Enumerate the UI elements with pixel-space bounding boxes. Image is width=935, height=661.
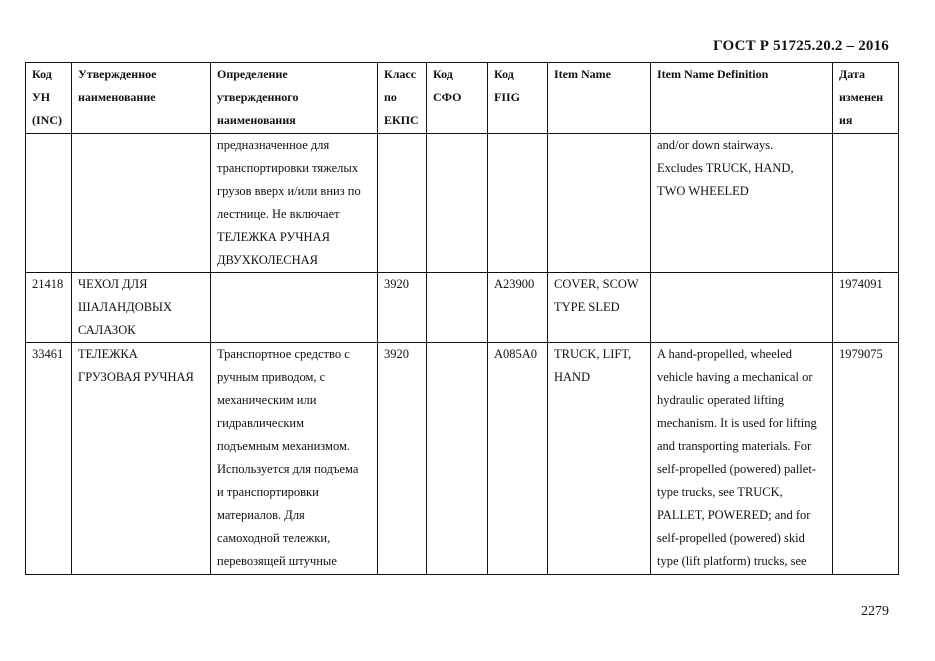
table-row — [26, 134, 899, 273]
column-header-line: наименование — [78, 90, 156, 104]
cell-text-line: лестнице. Не включает — [217, 207, 340, 221]
column-header-line: Утвержденное — [78, 67, 157, 81]
column-header-line: Код — [494, 67, 514, 81]
column-header-line: Класс — [384, 67, 417, 81]
cell-text-line: ручным приводом, с — [217, 370, 326, 384]
cell-item-name — [548, 134, 651, 273]
cell-approved-name — [72, 273, 211, 343]
cell-text-line: грузов вверх и/или вниз по — [217, 184, 361, 198]
cell-fiig-code — [488, 343, 548, 575]
column-header-sfo-code — [427, 63, 488, 134]
cell-text-line: транспортировки тяжелых — [217, 161, 359, 175]
cell-inc — [26, 273, 72, 343]
column-header-line: Код — [32, 67, 52, 81]
cell-text-line: self-propelled (powered) skid — [657, 531, 805, 545]
cell-text-line: vehicle having a mechanical or — [657, 370, 813, 384]
column-header-change-date — [833, 63, 899, 134]
cell-text-line: HAND — [554, 370, 591, 384]
cell-text-line: материалов. Для — [217, 508, 305, 522]
cell-inc — [26, 343, 72, 575]
cell-fiig-code — [488, 134, 548, 273]
table-header-row — [26, 63, 899, 134]
cell-definition — [211, 134, 378, 273]
cell-approved-name — [72, 134, 211, 273]
cell-change-date — [833, 343, 899, 575]
cell-text-line: COVER, SCOW — [554, 277, 639, 291]
classification-table — [25, 62, 899, 575]
column-header-line: изменен — [839, 90, 884, 104]
column-header-line: ия — [839, 113, 853, 127]
cell-inc — [26, 134, 72, 273]
cell-definition — [211, 273, 378, 343]
cell-item-name-definition — [651, 134, 833, 273]
cell-text-line: Используется для подъема — [217, 462, 359, 476]
column-header-fiig-code — [488, 63, 548, 134]
cell-sfo-code — [427, 134, 488, 273]
cell-definition — [211, 343, 378, 575]
table-row — [26, 273, 899, 343]
cell-text-line: 21418 — [32, 277, 64, 291]
cell-change-date — [833, 273, 899, 343]
cell-text-line: TYPE SLED — [554, 300, 620, 314]
cell-text-line: 1974091 — [839, 277, 883, 291]
column-header-line: СФО — [433, 90, 462, 104]
cell-text-line: A23900 — [494, 277, 535, 291]
column-header-ekps-class — [378, 63, 427, 134]
cell-text-line: и транспортировки — [217, 485, 319, 499]
cell-change-date — [833, 134, 899, 273]
cell-text-line: САЛАЗОК — [78, 323, 136, 337]
cell-text-line: PALLET, POWERED; and for — [657, 508, 811, 522]
cell-text-line: ШАЛАНДОВЫХ — [78, 300, 172, 314]
cell-text-line: 3920 — [384, 277, 409, 291]
column-header-definition — [211, 63, 378, 134]
cell-sfo-code — [427, 273, 488, 343]
column-header-line: по — [384, 90, 397, 104]
cell-text-line: предназначенное для — [217, 138, 330, 152]
cell-text-line: 1979075 — [839, 347, 883, 361]
cell-text-line: ТЕЛЕЖКА РУЧНАЯ — [217, 230, 330, 244]
cell-text-line: ЧЕХОЛ ДЛЯ — [78, 277, 148, 291]
column-header-line: ЕКПС — [384, 113, 419, 127]
column-header-line: FIIG — [494, 90, 521, 104]
cell-text-line: and transporting materials. For — [657, 439, 812, 453]
cell-fiig-code — [488, 273, 548, 343]
document-standard-header: ГОСТ Р 51725.20.2 – 2016 — [713, 38, 889, 54]
cell-text-line: подъемным механизмом. — [217, 439, 351, 453]
column-header-item-name — [548, 63, 651, 134]
cell-ekps-class — [378, 343, 427, 575]
cell-text-line: A hand-propelled, wheeled — [657, 347, 793, 361]
column-header-line: утвержденного — [217, 90, 299, 104]
cell-text-line: TWO WHEELED — [657, 184, 749, 198]
column-header-line: УН — [32, 90, 51, 104]
cell-text-line: Транспортное средство с — [217, 347, 350, 361]
cell-item-name-definition — [651, 273, 833, 343]
cell-text-line: ДВУХКОЛЕСНАЯ — [217, 253, 319, 267]
page-number: 2279 — [861, 604, 889, 619]
cell-text-line: type (lift platform) trucks, see — [657, 554, 807, 568]
column-header-item-name-definition — [651, 63, 833, 134]
cell-text-line: 33461 — [32, 347, 64, 361]
cell-text-line: 3920 — [384, 347, 409, 361]
column-header-line: (INC) — [32, 113, 62, 127]
cell-item-name — [548, 343, 651, 575]
cell-text-line: гидравлическим — [217, 416, 305, 430]
table-row — [26, 343, 899, 575]
cell-text-line: Excludes TRUCK, HAND, — [657, 161, 794, 175]
column-header-line: Код — [433, 67, 453, 81]
cell-ekps-class — [378, 273, 427, 343]
cell-text-line: ГРУЗОВАЯ РУЧНАЯ — [78, 370, 194, 384]
cell-text-line: ТЕЛЕЖКА — [78, 347, 138, 361]
cell-item-name-definition — [651, 343, 833, 575]
cell-text-line: самоходной тележки, — [217, 531, 331, 545]
cell-text-line: mechanism. It is used for lifting — [657, 416, 817, 430]
cell-ekps-class — [378, 134, 427, 273]
column-header-approved-name — [72, 63, 211, 134]
cell-text-line: TRUCK, LIFT, — [554, 347, 632, 361]
cell-sfo-code — [427, 343, 488, 575]
column-header-line: наименования — [217, 113, 296, 127]
column-header-line: Item Name — [554, 67, 611, 81]
column-header-line: Дата — [839, 67, 865, 81]
cell-text-line: type trucks, see TRUCK, — [657, 485, 783, 499]
cell-text-line: A085A0 — [494, 347, 538, 361]
cell-text-line: self-propelled (powered) pallet- — [657, 462, 816, 476]
cell-item-name — [548, 273, 651, 343]
cell-text-line: and/or down stairways. — [657, 138, 774, 152]
column-header-inc — [26, 63, 72, 134]
cell-text-line: перевозящей штучные — [217, 554, 337, 568]
cell-approved-name — [72, 343, 211, 575]
column-header-line: Item Name Definition — [657, 67, 769, 81]
cell-text-line: hydraulic operated lifting — [657, 393, 785, 407]
column-header-line: Определение — [217, 67, 288, 81]
cell-text-line: механическим или — [217, 393, 317, 407]
